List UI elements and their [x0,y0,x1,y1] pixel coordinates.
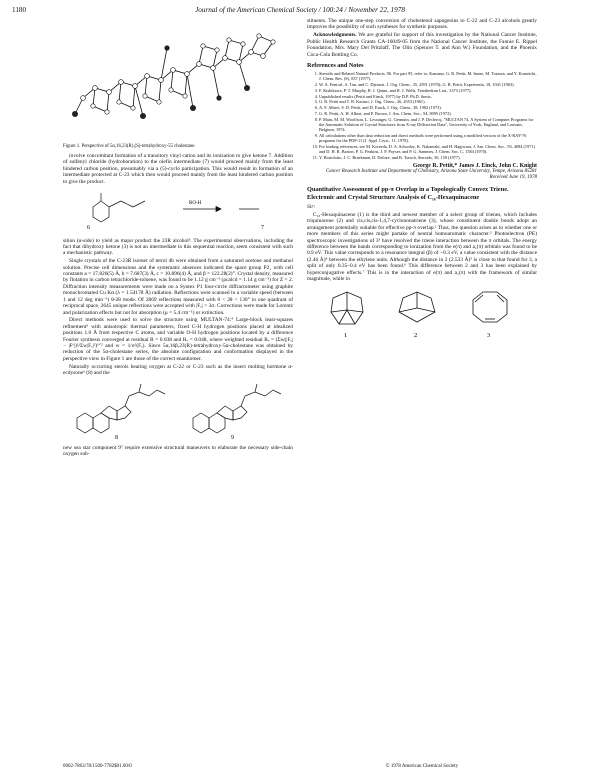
structure-3-label: 3 [487,331,491,339]
page-number: 1180 [12,6,27,14]
reference-item: 8. P. Main, M. M. Woolfson, L. Lessinger, G. Germain, and J. P. Declercq, "MULTAN 74. A System of Computer Programs for the Automatic Solution of Crystal Structures from X-ray Diffraction Data", University of York, England, and Louvain, Belgium, 1974. [319,117,537,133]
figure-1 [63,18,293,150]
reaction-scheme-1 [63,187,293,238]
reference-item: 9. All calculations other than data reduction and direct methods were performed using a modified version of the X-RAY-76 programs for the PDP-11 (J. Appl. Cryst., 11, 1978). [319,133,537,143]
steroid-structures-diagram [63,378,293,440]
figure-1-caption: Figure 1. Perspective of 5α,16,23(R),(S)-tetrahydroxy-55 cholestane. [63,144,196,149]
footer-left: 0002-7863/78/1500-7782$01.00/0 [63,764,132,769]
reference-item: 4. Unpublished results (Pettit and Einck, 1977) by D.P. Ph.D. thesis. [319,94,537,99]
reference-item: 7. G. R. Pettit, A. H. Albert, and P. Brown, J. Am. Chem. Soc., 94, 8095 (1972). [319,111,537,116]
right-paragraph-a: stituents. The unique one-step conversion of cholestenol sapogenins to C-22 and C-23 alcohols greatly improves the possibility of such syntheses for synthetic purposes. [307,18,537,31]
left-paragraph-f: new sea star component 9⁷ require extensive structural maneuvers to elaborate the necessary side-chain oxygen sub- [63,445,293,458]
reagent-label: RO-H [189,200,202,206]
right-paragraph-b: C₁₆-Hexaquinacene (1) is the third and newest member of a select group of trienes, which includes triquinacene (2) and cis,cis,cis-1,4,7-cyclononatriene (3), whose constituent double bonds adopt an arrangement potentially suitable for effective pp-π overlap.¹ Thus, the question arises as to whether one or more members of this series might partake of neutral homoaromatic character.² Photoelectron (PE) spectroscopic investigations of 3³ have resolved the triene interaction between the π orbitals. The energy difference between the bands corresponding to ionization from the e(π) and a₁(π) orbitals was found to be 0.9 eV. This value corresponds to a resonance integral (β) of −0.3 eV, a value consistent with the distance (2.46 Å)⁴ between the ethylene units. Although the distance in 2 (2.533 Å)⁵ is close to that found for 3, a split of only 0.35–0.4 eV has been found.⁶ This difference between 2 and 3 has been explained by hyperconjugative effects.⁷ This is in the interaction of e(π) and a₁(π) with the framework of similar magnitude, while in [307,211,537,282]
reference-item: 3. F. Kishikawa, P. T. Murphy, R. J. Quinn, and R. J. Wells, Tetrahedron Lett., 3373 (1977). [319,88,537,93]
right-column [307,18,537,768]
triene-structures [307,284,537,345]
structure-2-label: 2 [414,331,418,339]
reference-item: 2. W. A. Fenical, A. Tan, and C. Djerassi, J. Org. Chem., 35, 2591 (1970); G. R. Pettit, Experientia, 18, 1041 (1963). [319,82,537,87]
received-date: Received June 19, 1978 [489,175,537,181]
ack-title: Acknowledgments. [313,32,357,39]
left-paragraph-c: Single crystals of the C-23R isomer of tetrol 4b were obtained from a saturated acetone and methanol solution. Precise cell dimensions and the systematic absences indicated the space group P2₁ with cell constants a = 17.826(5) Å, b = 7.687(3) Å, c = 10.896(4) Å, and β = 122.28(2)°. Crystal density, measured by flotation in carbon tetrachloride-toluene, was found to be 1.12 g cm⁻³ (ρcalcd = 1.14 g cm⁻³) for Z = 2. Diffraction intensity measurements were made on a Syntex P1 four-circle diffractometer using graphite monochromated Cu Kα (λ = 1.54178 Å) radiation. Reflections were scanned in a variable speed (between 1 and 12 deg min⁻¹) θ-2θ mode. Of 2869 reflections measured with 0 < 2θ < 130° in one quadrant of reciprocal space, 2645 unique reflections were accepted with |Fₒ| > 3σ. Corrections were made for Lorentz and polarization effects but not for absorption (μ = 5.4 cm⁻¹) or extinction. [63,258,293,316]
salutation: Sir: [307,203,316,210]
authors: George R. Pettit,* James J. Einck, John C. Knight [412,163,537,170]
left-column [63,18,293,768]
journal-line: Journal of the American Chemical Society / 100:24 / November 22, 1978 [195,6,405,14]
reference-item: 6. A. F. Albert, S. D. Pettit, and D. Einck, J. Org. Chem., 38, 1982 (1973). [319,105,537,110]
reference-item: 5. G. R. Pettit and T. R. Kasturi, J. Org. Chem., 26, 4553 (1961). [319,99,537,104]
compound-7-label: 7 [261,224,264,231]
left-paragraph-e: Naturally occurring sterols bearing oxygen at C-22 or C-23 such as the insect molting hormone α-ecdysone⁶ (8) and the [63,363,293,377]
references-title: References and Notes [307,61,364,69]
affiliation: Cancer Research Institute and Department of Chemistry, Arizona State University, Tempe, Arizona 85281 [325,169,537,175]
reference-item: 1. Steroids and Related Natural Products. 96. For part 95, refer to: Kamano, G. R. Pettit, M. Inoue, M. Tozawa, and Y. Komeichi, J. Chem. Res. (S), 837 (1977). [319,71,537,81]
crystal-structure-diagram [63,18,293,138]
steroid-structures [63,378,293,445]
compound-6-label: 6 [87,224,90,231]
left-paragraph-b: sition (α-side) to yield as major product the 23R alcohol³. The experimental observations, including the fact that dihydroxy ketone (3) is not an intermediate in this sequential reaction, seem consistent with such a mechanistic pathway. [63,237,293,257]
compound-9-label: 9 [231,435,234,441]
article-title: Quantitative Assessment of pp-π Overlap in a Topologically Convex Triene. Electronic and Crystal Structure Analysis of C₁₆-Hexaquinacene [307,186,509,201]
running-header [12,4,588,16]
left-paragraph-a: involve concomitant formation of a transitory vinyl cation and its ionization to give ketone 7. Addition of sulfenyl chloride (hydroboration) to the olefin intermediate (7) would proceed mainly from the least hindered carbon position, presumably via a (5)-cyclo participation. This would result in formation of an intermediate protected at C-23 which then would proceed mainly from the least hindered carbon position to give the product. [63,153,293,185]
references-list [307,71,537,160]
compound-8-label: 8 [115,435,118,441]
left-paragraph-d: Direct methods were used to solve the structure using MULTAN-74.⁴ Large-block least-squares refinement⁵ with anisotropic thermal parameters, fixed C-H hydrogen positions placed at idealized positions 1.0 Å from respective C atoms, and variable O-H hydrogen positions located by a difference Fourier synthesis converged at residual R = 0.038 and Rᵥ = 0.048, where weighted residual Rᵥ = (Σw(|Fₒ| − |Fᶜ|)²/Σw|Fₒ|²)¹ᐟ² and w = 1/σ²(Fₒ). Since 5α,16β,23(R)-tetrahydroxy-5α-cholestane was obtained by reduction of the 5α-cholestane series, the absolute configuration and conformation displayed in the perspective view in Figure 1 are those of the correct enantiomer. [63,317,293,362]
structure-1-label: 1 [344,331,348,339]
ack-text: We are grateful for support of this investigation by the National Cancer Institute, Public Health Research Grants CA-16049-05 from the National Cancer Institute, the Fannie E. Rippel Foundation, Mrs. Mary Del Pritzlaff, The Olin (Spencer T. and Ann W.) Foundation, and the Phoenix Coca-Cola Bottling Co. [307,32,537,58]
reference-item: 11. Y. Bortolotto, J. C. Braekman, D. Daloze, and B. Tursch, Steroids, 30, 159 (1977). [319,155,537,160]
footer-right: © 1978 American Chemical Society [385,764,459,769]
triene-structures-diagram [307,284,537,340]
reaction-scheme-diagram [63,187,293,233]
reference-item: 10. For leading references, see M. Koreeda, D. A. Schooley, K. Nakanishi, and H. Hagiwara, J. Am. Chem. Soc., 93, 4084 (1971) and D. H. R. Barton, P. G. Feakins, J. P. Poyser, and P. G. Sammes, J. Chem. Soc. C, 1584 (1970). [319,144,537,154]
acknowledgments [307,32,537,58]
